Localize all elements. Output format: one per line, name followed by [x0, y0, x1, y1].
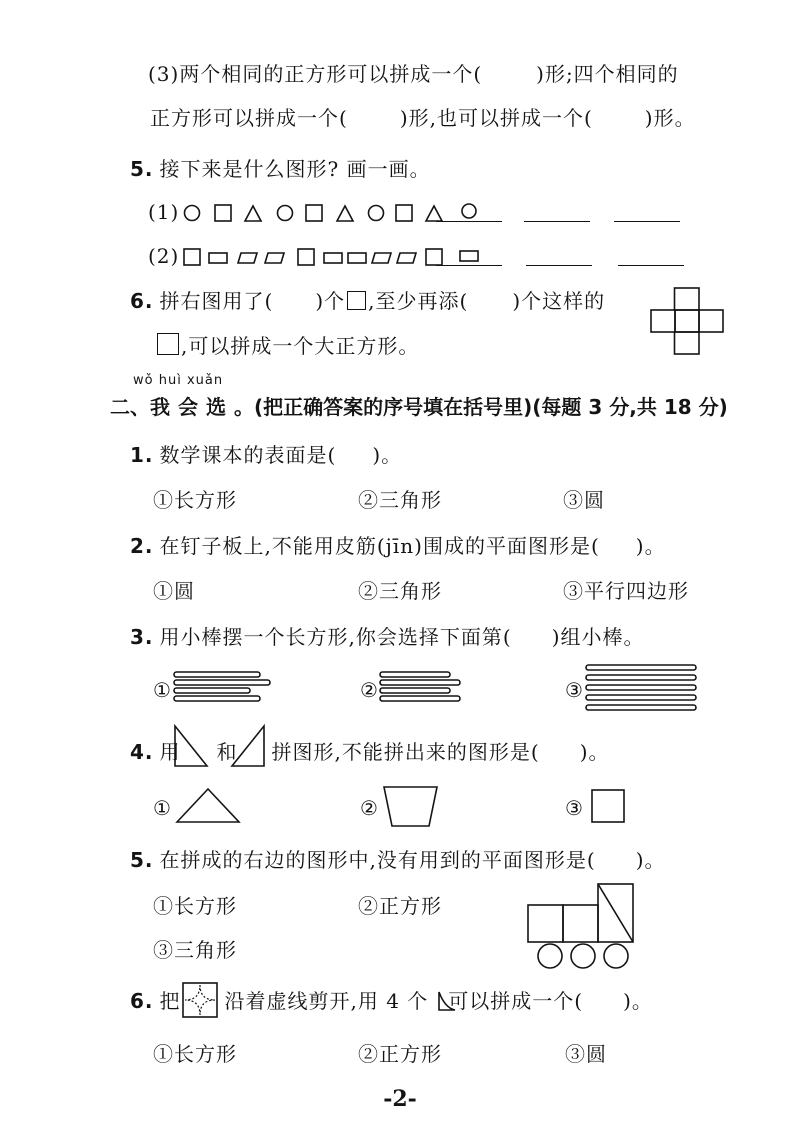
- s2-q6-prompt: 6. 把 沿着虚线剪开,用 4 个 可以拼成一个( )。: [130, 989, 653, 1013]
- q5-row2-answer-2[interactable]: [526, 265, 592, 266]
- q5-row1-answer-2[interactable]: [524, 221, 590, 222]
- s2-q6-option-2[interactable]: ②正方形: [358, 1042, 442, 1066]
- triangle-shape: [426, 206, 442, 221]
- stick: [380, 672, 450, 677]
- stick: [586, 695, 696, 700]
- rectangle-shape: [324, 253, 342, 263]
- s2-q1-option-2[interactable]: ②三角形: [358, 488, 442, 512]
- q6-line2: ,可以拼成一个大正方形。: [155, 332, 419, 360]
- s2-q1-option-1[interactable]: ①长方形: [153, 488, 237, 512]
- q4-3-line1: (3)两个相同的正方形可以拼成一个( )形;四个相同的: [148, 62, 679, 86]
- q5-row1-label: (1): [148, 200, 180, 224]
- q5-row2-label: (2): [148, 244, 180, 268]
- q4-3-line2: 正方形可以拼成一个( )形,也可以拼成一个( )形。: [150, 106, 696, 130]
- stick: [586, 675, 696, 680]
- stick: [174, 680, 270, 685]
- diagonal-line: [598, 884, 633, 942]
- stick: [586, 705, 696, 710]
- square-shape: [184, 249, 200, 265]
- s2-q5-option-1[interactable]: ①长方形: [153, 894, 237, 918]
- rectangle-part: [528, 905, 563, 942]
- q5-row2-answer-3[interactable]: [618, 265, 684, 266]
- circle-wheel: [538, 944, 562, 968]
- s2-q4-square: [590, 788, 626, 824]
- q5-row2-shapes: [183, 244, 443, 272]
- stick: [174, 672, 260, 677]
- circle-wheel: [604, 944, 628, 968]
- square-shape: [426, 249, 442, 265]
- circle-shape: [278, 206, 293, 221]
- stick: [586, 665, 696, 670]
- s2-q3-option-1[interactable]: ①: [153, 678, 172, 702]
- parallelogram-shape: [372, 253, 391, 263]
- right-triangle-icon: [173, 724, 209, 768]
- q5-prompt: 5. 接下来是什么图形? 画一画。: [130, 157, 431, 181]
- s2-q3-sticks-3: [584, 662, 700, 712]
- s2-q3-option-3[interactable]: ③: [565, 678, 584, 702]
- s2-q3-prompt: 3. 用小棒摆一个长方形,你会选择下面第( )组小棒。: [130, 625, 645, 649]
- s2-q4-option-2[interactable]: ②: [360, 796, 379, 820]
- s2-q6-option-1[interactable]: ①长方形: [153, 1042, 237, 1066]
- stick: [380, 688, 450, 693]
- stick: [380, 696, 460, 701]
- stick: [586, 685, 696, 690]
- section2-pinyin: wǒ huì xuǎn: [133, 373, 224, 388]
- triangle-shape: [337, 206, 353, 221]
- parallelogram-shape: [265, 253, 284, 263]
- s2-q5-prompt: 5. 在拼成的右边的图形中,没有用到的平面图形是( )。: [130, 848, 666, 872]
- q6-line1: 6. 拼右图用了( )个 ,至少再添( )个这样的: [130, 289, 606, 313]
- s2-q3-option-2[interactable]: ②: [360, 678, 379, 702]
- small-square-icon: [157, 333, 179, 355]
- rectangle-part: [563, 905, 598, 942]
- q6-cross-figure: [650, 287, 726, 363]
- s2-q5-truck-figure: [526, 882, 638, 970]
- s2-q1-option-3[interactable]: ③圆: [563, 488, 605, 512]
- s2-q2-prompt: 2. 在钉子板上,不能用皮筋(jīn)围成的平面图形是( )。: [130, 534, 666, 558]
- circle-shape: [185, 206, 200, 221]
- section2-header: 二、我会选。(把正确答案的序号填在括号里)(每题 3 分,共 18 分): [110, 395, 728, 419]
- rectangle-shape: [209, 253, 227, 263]
- square-shape: [306, 205, 322, 221]
- q5-row1-answer-1[interactable]: [436, 221, 502, 222]
- stick: [174, 696, 260, 701]
- s2-q4-prompt: 4. 用 和 拼图形,不能拼出来的图形是( )。: [130, 740, 610, 764]
- s2-q2-option-3[interactable]: ③平行四边形: [563, 579, 689, 603]
- s2-q3-sticks-1: [172, 668, 272, 708]
- small-square-icon: [347, 291, 366, 310]
- s2-q2-option-1[interactable]: ①圆: [153, 579, 195, 603]
- square-shape: [396, 205, 412, 221]
- parallelogram-shape: [397, 253, 416, 263]
- dashed-diamond-square-icon: [181, 981, 219, 1019]
- s2-q4-isosceles-triangle: [174, 786, 242, 826]
- rectangle-shape: [348, 253, 366, 263]
- square-shape: [298, 249, 314, 265]
- stick: [380, 680, 460, 685]
- right-triangle-icon: [230, 724, 266, 768]
- square-shape: [215, 205, 231, 221]
- triangle-shape: [245, 206, 261, 221]
- s2-q6-option-3[interactable]: ③圆: [565, 1042, 607, 1066]
- s2-q4-option-1[interactable]: ①: [153, 796, 172, 820]
- s2-q4-trapezoid: [382, 784, 440, 830]
- circle-shape: [369, 206, 384, 221]
- q5-row1-answer-3[interactable]: [614, 221, 680, 222]
- s2-q3-sticks-2: [378, 668, 468, 708]
- s2-q4-option-3[interactable]: ③: [565, 796, 584, 820]
- circle-wheel: [571, 944, 595, 968]
- q5-row2-answer-rectangle: [458, 246, 482, 266]
- parallelogram-shape: [238, 253, 257, 263]
- s2-q5-option-3[interactable]: ③三角形: [153, 938, 237, 962]
- q5-row1-shapes: [183, 199, 443, 227]
- s2-q2-option-2[interactable]: ②三角形: [358, 579, 442, 603]
- stick: [174, 688, 250, 693]
- page-number: -2-: [383, 1086, 417, 1112]
- quarter-piece-icon: [437, 990, 457, 1012]
- s2-q1-prompt: 1. 数学课本的表面是( )。: [130, 443, 403, 467]
- q5-row1-answer-circle: [460, 201, 480, 221]
- s2-q5-option-2[interactable]: ②正方形: [358, 894, 442, 918]
